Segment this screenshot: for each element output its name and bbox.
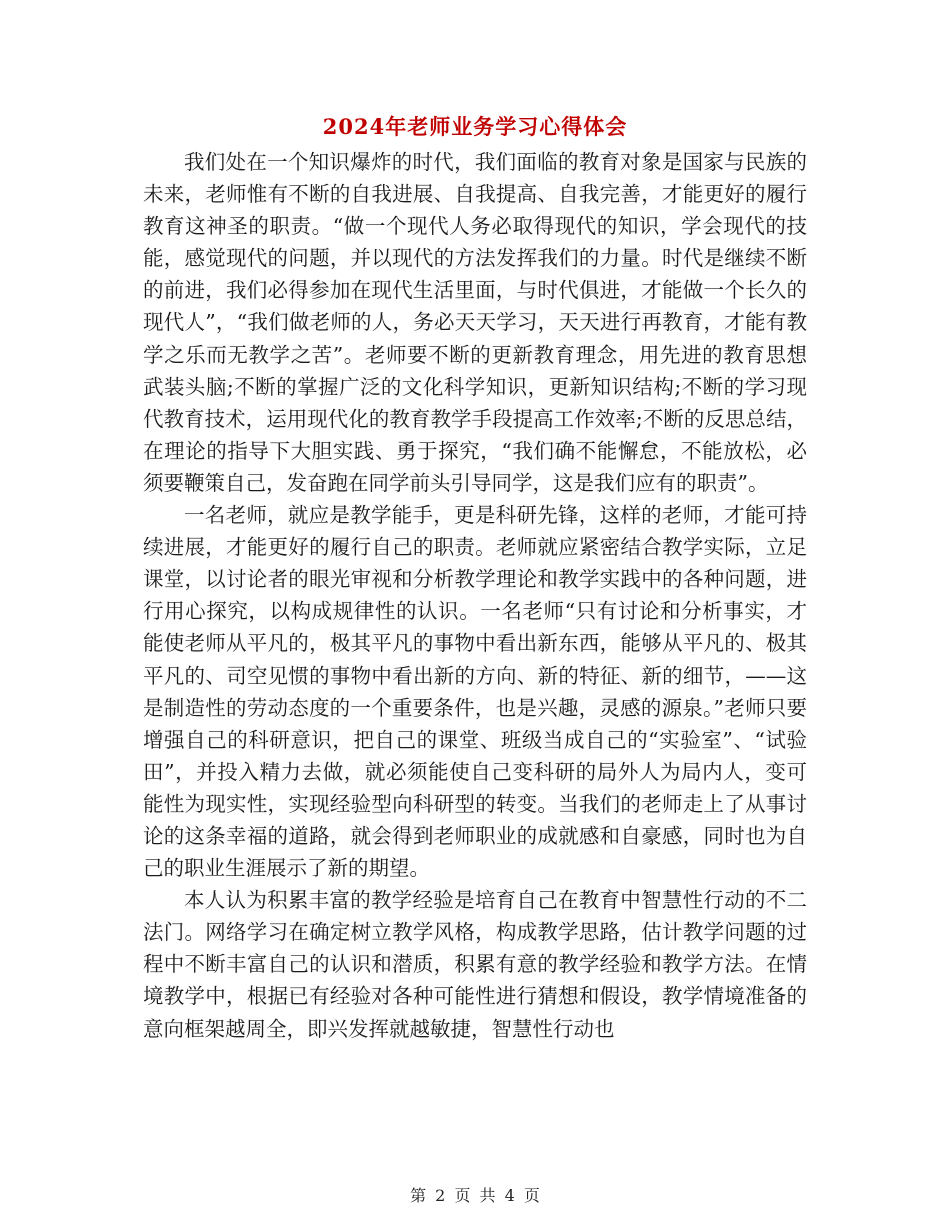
- document-body: [143, 146, 807, 1045]
- page-number-footer: 第 2 页 共 4 页: [410, 1186, 540, 1205]
- paragraph: 一名老师，就应是教学能手，更是科研先锋，这样的老师，才能可持续进展，才能更好的履行自己的职责。老师就应紧密结合教学实际，立足课堂，以讨论者的眼光审视和分析教学理论和教学实践中的各种问题，进行用心探究，以构成规律性的认识。一名老师“只有讨论和分析事实，才能使老师从平凡的，极其平凡的事物中看出新东西，能够从平凡的、极其平凡的、司空见惯的事物中看出新的方向、新的特征、新的细节，——这是制造性的劳动态度的一个重要条件，也是兴趣，灵感的源泉。”老师只要增强自己的科研意识，把自己的课堂、班级当成自己的“实验室”、“试验田”，并投入精力去做，就必须能使自己变科研的局外人为局内人，变可能性为现实性，实现经验型向科研型的转变。当我们的老师走上了从事讨论的这条幸福的道路，就会得到老师职业的成就感和自豪感，同时也为自己的职业生涯展示了新的期望。: [143, 503, 807, 881]
- paragraph: 我们处在一个知识爆炸的时代，我们面临的教育对象是国家与民族的未来，老师惟有不断的自我进展、自我提高、自我完善，才能更好的履行教育这神圣的职责。“做一个现代人务必取得现代的知识，学会现代的技能，感觉现代的问题，并以现代的方法发挥我们的力量。时代是继续不断的前进，我们必得参加在现代生活里面，与时代俱进，才能做一个长久的现代人”，“我们做老师的人，务必天天学习，天天进行再教育，才能有教学之乐而无教学之苦”。老师要不断的更新教育理念，用先进的教育思想武装头脑;不断的掌握广泛的文化科学知识，更新知识结构;不断的学习现代教育技术，运用现代化的教育教学手段提高工作效率;不断的反思总结，在理论的指导下大胆实践、勇于探究，“我们确不能懈怠，不能放松，必须要鞭策自己，发奋跑在同学前头引导同学，这是我们应有的职责”。: [143, 150, 807, 495]
- document-title: 2024年老师业务学习心得体会: [322, 114, 628, 139]
- paragraph: 本人认为积累丰富的教学经验是培育自己在教育中智慧性行动的不二法门。网络学习在确定树立教学风格，构成教学思路，估计教学问题的过程中不断丰富自己的认识和潜质，积累有意的教学经验和教学方法。在情境教学中，根据已有经验对各种可能性进行猜想和假设，教学情境准备的意向框架越周全，即兴发挥就越敏捷，智慧性行动也: [143, 888, 807, 1041]
